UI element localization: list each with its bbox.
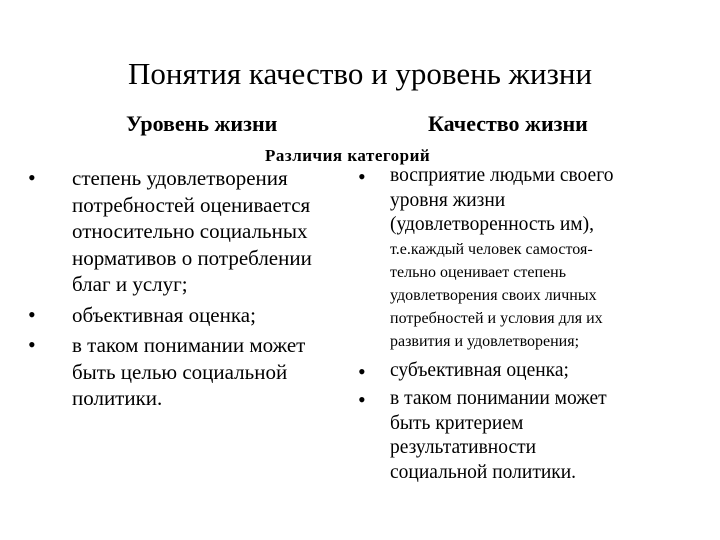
list-item (356, 164, 696, 353)
item-line: потребностей оценивается (72, 192, 311, 217)
bullet-icon: • (28, 165, 36, 190)
item-line: политики. (72, 386, 163, 410)
right-bullet-list (356, 164, 696, 485)
item-line: результативности (390, 437, 537, 458)
item-line: (удовлетворенность им), (390, 214, 594, 235)
item-note-line: т.е.каждый человек самостоя- (390, 240, 593, 258)
bullet-icon: • (358, 387, 366, 412)
right-column-heading: Качество жизни (428, 111, 588, 136)
bullet-icon: • (358, 164, 366, 189)
item-line: относительно социальных (72, 219, 308, 243)
item-line: быть критерием (390, 412, 524, 434)
item-note-line: тельно оценивает степень (390, 263, 566, 281)
list-item (28, 302, 368, 329)
list-item (356, 359, 696, 384)
item-line: нормативов о потреблении (72, 245, 312, 270)
slide-title: Понятия качество и уровень жизни (127, 56, 593, 91)
item-line: восприятие людьми своего (390, 165, 614, 186)
item-note-line: развития и удовлетворения; (390, 332, 580, 350)
item-line: в таком понимании может (390, 388, 607, 409)
item-line: благ и услуг; (72, 272, 188, 296)
differences-label: Различия категорий (265, 146, 431, 165)
left-bullet-list (28, 165, 368, 416)
list-item (356, 387, 696, 485)
item-line: быть целью социальной (72, 359, 288, 384)
left-column-heading: Уровень жизни (126, 111, 278, 136)
item-line: субъективная оценка; (390, 359, 569, 381)
item-note-line: потребностей и условия для их (390, 309, 603, 327)
bullet-icon: • (358, 358, 366, 384)
item-line: степень удовлетворения (72, 166, 288, 190)
list-item (28, 165, 368, 298)
list-item (28, 332, 368, 412)
item-line: уровня жизни (390, 189, 506, 211)
item-line: социальной политики. (390, 461, 577, 483)
item-line: объективная оценка; (72, 302, 256, 327)
item-line: в таком понимании может (72, 333, 306, 357)
bullet-icon: • (28, 332, 36, 357)
item-note-line: удовлетворения своих личных (390, 286, 597, 304)
bullet-icon: • (28, 301, 36, 327)
